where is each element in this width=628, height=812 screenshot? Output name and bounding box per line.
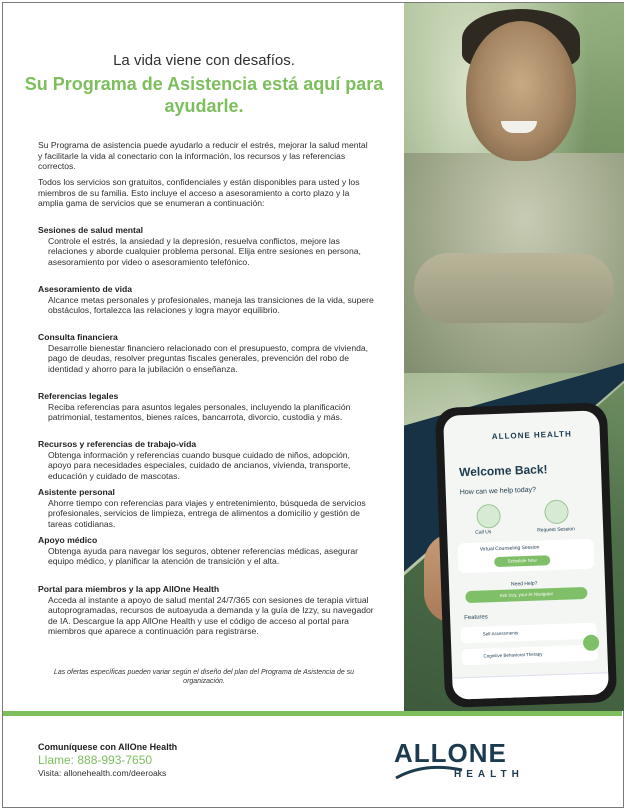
contact-block [38,742,177,778]
phone-icon [476,504,501,529]
app-logo: ALLONE HEALTH [491,429,572,442]
service-title: Asesoramiento de vida [38,284,133,294]
app-feature-item: Cognitive Behavioral Therapy [461,645,597,666]
intro-paragraph: Todos los servicios son gratuitos, confidenciales y están disponibles para usted y los miembros de su familia. Esto incluye el acceso a asesoramiento a corto plazo y la amplia gama de servicios que se enumeran a continuación: [38,177,360,209]
app-screen [443,410,609,699]
contact-phone[interactable]: Llame: 888-993-7650 [38,753,153,767]
service-text: Acceda al instante a apoyo de salud mental 24/7/365 con sesiones de terapia virtual autoprogramadas, recursos de autoayuda a demanda y la guía de Izzy, su navegador de IA. Descargue la app AllOne Health y use el código de acceso al portal para miembros que aparece a continuación para registrarse. [48,594,374,637]
intro-paragraph: Su Programa de asistencia puede ayudarlo a reducir el estrés, mejorar la salud mental y facilitarle la vida al conectario con la información, los recursos y las referencias correctos. [38,140,368,172]
app-need-help: Need Help? [510,580,538,588]
app-request-label: Request Session [537,526,576,534]
service-text: Obtenga información y referencias cuando busque cuidado de niños, adopción, apoyo para necesidades especiales, cuidado de ancianos, vivienda, transporte, educación y cuidado de mascotas. [48,449,351,481]
service-title: Recursos y referencias de trabajo-vida [38,439,197,449]
app-izzy-button: Ask Izzy, your AI Navigator [465,587,587,603]
headline-line1: La vida viene con desafíos. [113,52,295,69]
app-card-title: Virtual Counseling Session [479,544,540,553]
service-text: Obtenga ayuda para navegar los seguros, obtener referencias médicas, asegurar equipo médico, y planificar la atención de transición y el alta. [48,545,359,567]
service-title: Portal para miembros y la app AllOne Health [38,584,220,594]
smartphone-mockup [435,402,617,708]
service-text: Controle el estrés, la ansiedad y la depresión, resuelva conflictos, mejore las relaciones y aborde cualquier problema personal. Elija entre sesiones en persona, asesoramiento por video o asesoramiento telefónico. [48,235,361,267]
contact-heading: Comuníquese con AllOne Health [38,742,178,752]
service-section [38,584,374,637]
service-title: Consulta financiera [38,332,118,342]
headline-line2: Su Programa de Asistencia está aquí para ayudarle. [24,74,384,116]
allone-health-logo [394,738,594,786]
service-section [38,535,374,567]
person-arm [414,253,614,323]
app-call-label: Call Us [475,529,492,536]
contact-website[interactable]: Visita: allonehealth.com/deeroaks [38,768,167,778]
app-tab-bar [452,672,609,699]
service-title: Asistente personal [38,487,115,497]
service-section [38,487,374,529]
service-title: Apoyo médico [38,535,98,545]
app-feature-item: Self Assessments [460,623,596,644]
service-title: Sesiones de salud mental [38,225,144,235]
service-title: Referencias legales [38,391,119,401]
green-divider [3,711,622,716]
service-section [38,439,374,481]
service-section [38,284,374,316]
service-text: Alcance metas personales y profesionales, maneja las transiciones de la vida, supere obstáculos, fortalezca las relaciones y logra mayor equilibrio. [48,294,374,316]
service-section [38,332,374,374]
service-section [38,225,374,267]
disclaimer: Las ofertas específicas pueden variar según el diseño del plan del Programa de Asistencia de su organización. [53,669,355,685]
service-section [38,391,374,423]
service-text: Ahorre tiempo con referencias para viajes y entretenimiento, búsqueda de servicios profesionales, servicios de limpieza, entrega de alimentos a domicilio y gestión de tareas cotidianas. [48,497,366,529]
app-welcome-title: Welcome Back! [458,462,548,480]
app-help-prompt: How can we help today? [459,486,537,497]
app-session-card [458,539,595,574]
app-schedule-button: Schedule Now [494,555,550,567]
service-text: Desarrolle bienestar financiero relacionado con el presupuesto, compra de vivienda, pago de deudas, resolver preguntas fiscales generales, prevención del robo de identidad y ahorro para la jubilación o enseñanza. [48,342,369,374]
person-face [466,21,576,161]
service-text: Reciba referencias para asuntos legales personales, incluyendo la planificación patrimonial, testamentos, bienes raíces, bancarrota, divorcio, custodia y más. [48,401,351,423]
chat-icon [544,499,569,524]
app-action-row [456,499,593,540]
logo-wordmark: ALLONE [394,738,507,768]
app-features-heading: Features [464,614,488,622]
logo-subtext: HEALTH [454,769,524,780]
